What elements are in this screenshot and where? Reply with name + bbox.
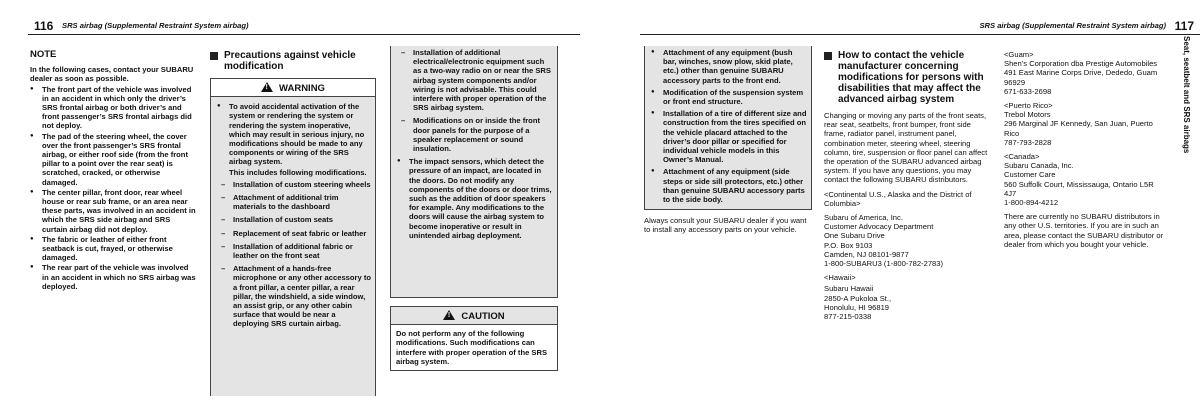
- list-item: ● The center pillar, front door, rear wheel house or rear sub frame, or an area near these parts, was involved in an accident in which the SRS side airbag and SRS curtain airbag did not deploy.: [30, 188, 196, 234]
- address-puerto-rico: Trebol Motors 296 Marginal JF Kennedy, San Juan, Puerto Rico 787-793-2828: [1004, 110, 1153, 147]
- warning-box: [210, 78, 376, 396]
- region-label: <Guam>: [1004, 50, 1034, 59]
- address-hawaii: Subaru Hawaii 2850-A Pukoloa St., Honolulu, HI 96819 877-215-0338: [824, 284, 892, 322]
- closing-text: There are currently no SUBARU distributors in any other U.S. territories. If you are in such an area, please contact the SUBARU distributor or dealer from which you bought your vehicle.: [1004, 212, 1164, 249]
- equipment-column: [644, 46, 812, 235]
- region-label: <Canada>: [1004, 152, 1040, 162]
- address-canada: Subaru Canada, Inc. Customer Care 560 Suffolk Court, Mississauga, Ontario L5R 4J7 1-800-894-4212: [1004, 161, 1154, 208]
- chapter-side-tab: Seat, seatbelt and SRS airbags: [1182, 36, 1191, 154]
- warning-continued-column: [390, 46, 558, 371]
- caution-box: [390, 306, 558, 371]
- accessory-note: Always consult your SUBARU dealer if you want to install any accessory parts on your vehicle.: [644, 216, 807, 235]
- list-item: ● Modification of the suspension system or front end structure.: [651, 88, 807, 106]
- note-list: [30, 85, 196, 291]
- page-number: 117: [1174, 18, 1194, 33]
- list-item: ● Installation of a tire of different size and construction from the tires specified on the vehicle placard attached to the driver’s door pillar or specified for individual vehicle models in this Owner’s Manual.: [651, 109, 807, 164]
- region-label: <Hawaii>: [824, 273, 856, 283]
- list-item: – Replacement of seat fabric or leather: [217, 229, 371, 238]
- right-page: [620, 0, 1200, 402]
- caution-text: Do not perform any of the following modifications. Such modifications can interfere with proper operation of the SRS airbag system.: [396, 329, 548, 366]
- address-guam: Shen’s Corporation dba Prestige Automobiles 491 East Marine Corps Drive, Dededo, Guam 96929 671-633-2698: [1004, 59, 1158, 96]
- page-number: 116: [34, 18, 54, 33]
- list-item: – Installation of custom seats: [217, 215, 371, 224]
- warning-header: !WARNING: [211, 79, 375, 97]
- list-item: ● The fabric or leather of either front seatback is cut, frayed, or otherwise damaged.: [30, 235, 196, 263]
- impact-sensor-item: ● The impact sensors, which detect the pressure of an impact, are located in the doors. Do not modify any components of the doors or door trims, such as the addition of door speakers for example. Any modifications to the doors will cause the airbag system to become inoperative or result in unintended airbag deployment.: [397, 157, 553, 240]
- modification-list: [217, 180, 371, 329]
- list-item: – Installation of additional fabric or leather on the front seat: [217, 242, 371, 260]
- section-square-icon: [210, 52, 218, 60]
- contact-column: [824, 50, 990, 321]
- includes-text: This includes following modifications.: [229, 167, 367, 177]
- contact-body: Changing or moving any parts of the front seats, rear seat, seatbelts, front bumper, front side frame, radiator panel, instrument panel, combination meter, steering wheel, steering column, tire, suspension or floor panel can affect the operation of the SUBARU advanced airbag system. If you have any questions, you may contact the following SUBARU distributors.: [824, 111, 988, 185]
- warning-triangle-icon: [261, 82, 273, 92]
- note-intro: In the following cases, contact your SUBARU dealer as soon as possible.: [30, 65, 194, 84]
- list-item: – Modifications on or inside the front door panels for the purpose of a speaker replacement or sound insulation.: [397, 116, 553, 153]
- caution-header: !CAUTION: [391, 307, 557, 325]
- section-square-icon: [824, 52, 832, 60]
- address-us: Subaru of America, Inc. Customer Advocacy Department One Subaru Drive P.O. Box 9103 Camden, NJ 08101-9877 1-800-SUBARU3 (1-800-782-2783): [824, 213, 944, 269]
- caution-triangle-icon: [443, 310, 455, 320]
- list-item: ● The front part of the vehicle was involved in an accident in which only the driver’s SRS frontal airbag or both driver’s and front passenger’s SRS frontal airbags did not deploy.: [30, 85, 196, 131]
- precautions-column: [210, 50, 376, 396]
- list-item: ● The pad of the steering wheel, the cover over the front passenger’s SRS frontal airbag, or either roof side (from the front pillar to a point over the rear seat) is scratched, cracked, or otherwise damaged.: [30, 132, 196, 187]
- list-item: ● Attachment of any equipment (side steps or side sill protectors, etc.) other than genuine SUBARU accessory parts to the side body.: [651, 167, 807, 204]
- header-title: SRS airbag (Supplemental Restraint System airbag): [979, 20, 1166, 30]
- section-title: Precautions against vehicle modification: [210, 50, 376, 72]
- left-page: [0, 0, 580, 402]
- note-title: NOTE: [30, 49, 57, 60]
- warning-box-continued: [390, 46, 558, 298]
- list-item: ● Attachment of any equipment (bush bar, winches, snow plow, skid plate, etc.) other than genuine SUBARU accessory parts to the front end.: [651, 48, 807, 85]
- list-item: ● The rear part of the vehicle was involved in an accident in which no SRS airbag was deployed.: [30, 263, 196, 291]
- list-item: – Attachment of a hands-free microphone or any other accessory to a front pillar, a center pillar, a rear pillar, the windshield, a side window, an assist grip, or any other cabin surface that would be near a deploying SRS curtain airbag.: [217, 264, 371, 328]
- warning-item: ● To avoid accidental activation of the system or rendering the system or rendering the system inoperative, which may result in serious injury, no modifications should be made to any components or wiring of the SRS airbag system.: [217, 102, 371, 166]
- list-item: – Installation of custom steering wheels: [217, 180, 371, 189]
- section-title: How to contact the vehicle manufacturer concerning modifications for persons with disabilities that may affect the advanced airbag system: [824, 50, 990, 105]
- left-page-header: [28, 17, 580, 35]
- list-item: – Attachment of additional trim materials to the dashboard: [217, 193, 371, 211]
- region-label: <Continental U.S., Alaska and the District of Columbia>: [824, 189, 972, 208]
- region-label: <Puerto Rico>: [1004, 101, 1053, 111]
- distributor-column: [1004, 50, 1166, 249]
- equipment-list: [651, 48, 807, 204]
- list-item: – Installation of additional electrical/electronic equipment such as a two-way radio on or near the SRS airbag system components and/or wiring is not advisable. This could interfere with proper operation of the SRS airbag system.: [397, 48, 553, 112]
- warning-box-continued: [644, 46, 812, 210]
- right-page-header: [640, 17, 1200, 35]
- header-title: SRS airbag (Supplemental Restraint System airbag): [62, 20, 249, 30]
- note-column: [30, 50, 196, 292]
